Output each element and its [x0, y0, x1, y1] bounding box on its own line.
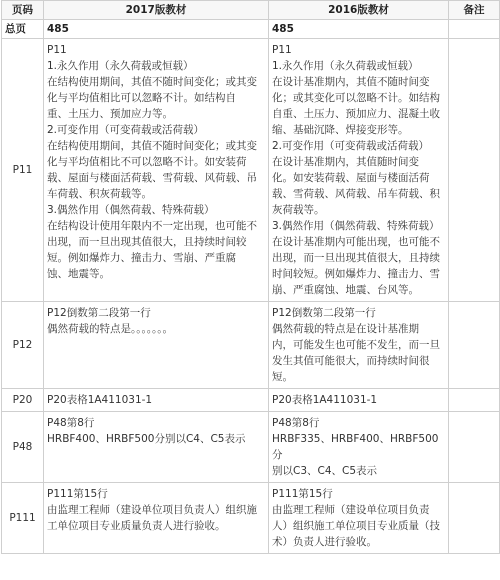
cell-text-line: P20表格1A411031-1 — [47, 394, 153, 406]
cell-text-line: 出现，而一旦出现其值很大，且持续 — [272, 252, 440, 264]
row-page-label: P11 — [2, 39, 44, 302]
cell-text-line: 化与平均值相比不可以忽略不计。如安装荷 — [47, 156, 247, 168]
cell-2017-content — [44, 389, 269, 412]
total-label: 总页 — [2, 20, 44, 39]
cell-text-line: 在设计基准期内，其值随时间变 — [272, 156, 419, 168]
cell-text-line: 载、雪荷载、风荷载、吊车荷载、积 — [272, 188, 440, 200]
header-page: 页码 — [2, 1, 44, 20]
cell-2017-content — [44, 412, 269, 483]
cell-text-line: 重、土压力、预加应力等。 — [47, 108, 173, 120]
table-row — [2, 302, 500, 389]
cell-text-line: 由监理工程师（建设单位项目负责 — [272, 504, 430, 516]
cell-text-line: 时间较短。例如爆炸力、撞击力、雪 — [272, 268, 440, 280]
cell-2017-content — [44, 39, 269, 302]
header-note: 备注 — [449, 1, 500, 20]
cell-text-line: 3.偶然作用（偶然荷载、特殊荷载） — [47, 204, 215, 216]
cell-text-line: 偶然荷载的特点是。。。。。。。 — [47, 323, 173, 335]
cell-text-line: HRBF335、HRBF400、HRBF500分 — [272, 433, 439, 461]
cell-text-line: 车荷载、积灰荷载等。 — [47, 188, 152, 200]
cell-text-line: 在设计基准期内，其值不随时间变 — [272, 76, 430, 88]
cell-text-line: 出现，而一旦出现其值很大，且持续时间较 — [47, 236, 247, 248]
cell-text-line: 别以C3、C4、C5表示 — [272, 465, 378, 477]
row-note — [449, 302, 500, 389]
row-page-label: P12 — [2, 302, 44, 389]
cell-text-line: 人）组织施工单位项目专业质量（技 — [272, 520, 440, 532]
cell-text-line: 2.可变作用（可变荷载或活荷载） — [272, 140, 430, 152]
cell-2016-content — [269, 483, 449, 554]
total-note — [449, 20, 500, 39]
cell-text-line: 在设计基准期内可能出现，也可能不 — [272, 236, 440, 248]
total-row — [2, 20, 500, 39]
header-2016: 2016版教材 — [269, 1, 449, 20]
table-row — [2, 483, 500, 554]
header-row — [2, 1, 500, 20]
comparison-table — [1, 0, 500, 554]
cell-text-line: 自重、土压力、预加应力、混凝土收 — [272, 108, 440, 120]
row-note — [449, 39, 500, 302]
cell-text-line: 化。如安装荷载、屋面与楼面活荷 — [272, 172, 430, 184]
row-page-label: P20 — [2, 389, 44, 412]
cell-text-line: 发生其值可能很大，而持续时间很 — [272, 355, 430, 367]
row-note — [449, 389, 500, 412]
cell-text-line: 短。 — [272, 371, 293, 383]
cell-text-line: 短。例如爆炸力、撞击力、雪崩、严重腐 — [47, 252, 236, 264]
cell-text-line: 在结构使用期间，其值不随时间变化；或其变 — [47, 140, 257, 152]
cell-text-line: 偶然荷载的特点是在设计基准期 — [272, 323, 419, 335]
cell-text-line: 崩、严重腐蚀、地震、台风等。 — [272, 284, 419, 296]
cell-text-line: 术）负责人进行验收。 — [272, 536, 377, 548]
cell-text-line: 内，可能发生也可能不发生，而一旦 — [272, 339, 440, 351]
cell-text-line: 缩、基础沉降、焊接变形等。 — [272, 124, 409, 136]
table-row — [2, 39, 500, 302]
row-page-label: P48 — [2, 412, 44, 483]
cell-text-line: 载、屋面与楼面活荷载、雪荷载、风荷载、吊 — [47, 172, 257, 184]
cell-text-line: 灰荷载等。 — [272, 204, 325, 216]
header-2017: 2017版教材 — [44, 1, 269, 20]
cell-2016-content — [269, 389, 449, 412]
cell-2017-content — [44, 302, 269, 389]
cell-text-line: 3.偶然作用（偶然荷载、特殊荷载） — [272, 220, 440, 232]
cell-text-line: HRBF400、HRBF500分别以C4、C5表示 — [47, 433, 246, 445]
cell-text-line: P12倒数第二段第一行 — [272, 307, 376, 319]
total-2016: 485 — [269, 20, 449, 39]
cell-text-line: 化；或其变化可以忽略不计。如结构 — [272, 92, 440, 104]
cell-text-line: 2.可变作用（可变荷载或活荷载） — [47, 124, 205, 136]
cell-text-line: 蚀、地震等。 — [47, 268, 110, 280]
cell-text-line: P11 — [272, 44, 292, 56]
cell-text-line: 1.永久作用（永久荷载或恒载） — [272, 60, 419, 72]
cell-text-line: P12倒数第二段第一行 — [47, 307, 151, 319]
cell-text-line: P111第15行 — [47, 488, 108, 500]
cell-text-line: 在结构使用期间，其值不随时间变化；或其变 — [47, 76, 257, 88]
cell-text-line: 在结构设计使用年限内不一定出现，也可能不 — [47, 220, 257, 232]
cell-text-line: P111第15行 — [272, 488, 333, 500]
row-page-label: P111 — [2, 483, 44, 554]
cell-text-line: P48第8行 — [272, 417, 320, 429]
cell-2016-content — [269, 39, 449, 302]
cell-text-line: P11 — [47, 44, 67, 56]
cell-text-line: 工单位项目专业质量负责人进行验收。 — [47, 520, 226, 532]
table-row — [2, 412, 500, 483]
cell-text-line: 由监理工程师（建设单位项目负责人）组织施 — [47, 504, 257, 516]
row-note — [449, 412, 500, 483]
cell-2016-content — [269, 302, 449, 389]
cell-text-line: P48第8行 — [47, 417, 95, 429]
row-note — [449, 483, 500, 554]
cell-text-line: 1.永久作用（永久荷载或恒载） — [47, 60, 194, 72]
cell-text-line: P20表格1A411031-1 — [272, 394, 378, 406]
cell-2017-content — [44, 483, 269, 554]
table-row — [2, 389, 500, 412]
cell-text-line: 化与平均值相比可以忽略不计。如结构自 — [47, 92, 236, 104]
cell-2016-content — [269, 412, 449, 483]
total-2017: 485 — [44, 20, 269, 39]
